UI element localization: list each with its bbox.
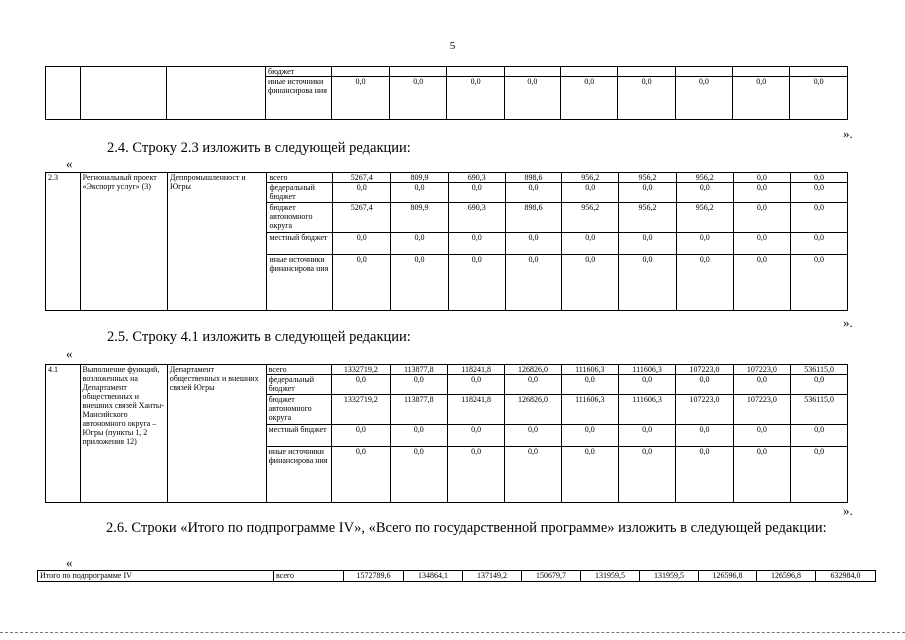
amount-cell: 0,0 xyxy=(448,255,505,311)
amount-cell: 126596,8 xyxy=(699,571,757,582)
amount-cell: 0,0 xyxy=(733,77,790,120)
amount-cell: 809,9 xyxy=(391,203,448,233)
amount-cell: 0,0 xyxy=(790,255,847,311)
amount-cell: 5267,4 xyxy=(333,203,391,233)
amount-cell: 0,0 xyxy=(790,447,847,503)
amount-cell: 0,0 xyxy=(790,375,847,395)
amount-cell: 0,0 xyxy=(676,255,733,311)
amount-cell xyxy=(618,67,675,77)
amount-cell: 898,6 xyxy=(505,203,561,233)
amount-cell: 0,0 xyxy=(333,255,391,311)
amount-cell: 0,0 xyxy=(790,233,847,255)
amount-cell: 0,0 xyxy=(790,173,847,183)
table-row-4-1 xyxy=(45,364,905,503)
amount-cell: 111606,3 xyxy=(561,365,618,375)
funding-source-label: бюджет автономного округа xyxy=(266,395,332,425)
amount-cell: 0,0 xyxy=(391,183,448,203)
subprogram-total-name: Итого по подпрограмме IV xyxy=(38,571,274,582)
amount-cell xyxy=(504,67,560,77)
amount-cell: 0,0 xyxy=(733,203,790,233)
page-number: 5 xyxy=(449,40,456,52)
closing-quote-2: ». xyxy=(843,315,853,330)
funding-source-label: бюджет автономного округа xyxy=(267,203,333,233)
amount-cell: 137149,2 xyxy=(463,571,522,582)
amount-cell: 0,0 xyxy=(333,233,391,255)
amount-cell: 150679,7 xyxy=(522,571,581,582)
table-top-fragment xyxy=(45,66,905,120)
amount-cell: 126596,8 xyxy=(757,571,816,582)
amount-cell: 0,0 xyxy=(505,375,561,395)
amount-cell xyxy=(331,67,389,77)
amount-cell: 0,0 xyxy=(448,233,505,255)
funding-source-label: бюджет xyxy=(266,67,332,77)
amount-cell: 0,0 xyxy=(505,447,561,503)
amount-cell: 0,0 xyxy=(790,183,847,203)
funding-source-label: иные источники финансирова ния xyxy=(267,255,333,311)
item-name: Выполнение функций, возложенных на Департамент общественных и внешних связей Ханты-Мансийского автономного округа – Югры (пункты 1, 2 приложения 12) xyxy=(80,365,167,503)
amount-cell: 0,0 xyxy=(561,425,618,447)
item-number: 2.3 xyxy=(46,173,81,311)
amount-cell xyxy=(561,67,618,77)
amount-cell: 0,0 xyxy=(505,233,561,255)
amount-cell: 0,0 xyxy=(561,447,618,503)
amount-cell: 0,0 xyxy=(391,255,448,311)
amount-cell: 0,0 xyxy=(447,375,504,395)
funding-source-label: местный бюджет xyxy=(267,233,333,255)
amount-cell: 0,0 xyxy=(504,77,560,120)
amount-cell xyxy=(790,67,847,77)
amount-cell: 0,0 xyxy=(790,77,847,120)
amount-cell xyxy=(733,67,790,77)
scan-edge-line xyxy=(0,632,905,633)
amount-cell: 0,0 xyxy=(505,183,561,203)
amount-cell: 632984,0 xyxy=(816,571,876,582)
amount-cell: 956,2 xyxy=(619,173,676,183)
amount-cell: 0,0 xyxy=(619,233,676,255)
amount-cell: 690,3 xyxy=(448,173,505,183)
amount-cell: 131959,5 xyxy=(581,571,640,582)
item-executor: Департамент общественных и внешних связей Югры xyxy=(167,365,266,503)
table-row xyxy=(46,365,905,375)
amount-cell: 0,0 xyxy=(562,233,619,255)
funding-source-label: иные источники финансирова ния xyxy=(266,447,332,503)
amount-cell: 0,0 xyxy=(733,173,790,183)
item-name: Региональный проект «Экспорт услуг» (3) xyxy=(80,173,167,311)
funding-source-label: всего xyxy=(266,365,332,375)
amount-cell: 0,0 xyxy=(333,183,391,203)
amount-cell: 0,0 xyxy=(676,375,733,395)
paragraph-2-6-text: 2.6. Строки «Итого по подпрограмме IV», «Всего по государственной программе» изложить в следующей редакции: xyxy=(106,520,827,536)
amount-cell: 0,0 xyxy=(618,77,675,120)
amount-cell: 0,0 xyxy=(733,183,790,203)
amount-cell: 0,0 xyxy=(676,183,733,203)
amount-cell: 0,0 xyxy=(447,425,504,447)
amount-cell: 0,0 xyxy=(675,77,732,120)
amount-cell: 0,0 xyxy=(733,375,790,395)
closing-quote-3: ». xyxy=(843,503,853,518)
amount-cell: 0,0 xyxy=(562,255,619,311)
empty-cell xyxy=(167,67,266,120)
paragraph-2-6 xyxy=(66,519,856,537)
amount-cell: 134864,1 xyxy=(404,571,463,582)
funding-source-label: федеральный бюджет xyxy=(267,183,333,203)
amount-cell: 107223,0 xyxy=(676,365,733,375)
amount-cell: 0,0 xyxy=(733,447,790,503)
amount-cell: 0,0 xyxy=(618,425,675,447)
item-executor: Деппромышленност и Югры xyxy=(167,173,267,311)
amount-cell: 0,0 xyxy=(505,255,561,311)
opening-quote-2-4: « xyxy=(66,156,73,171)
funding-source-label: всего xyxy=(274,571,344,582)
amount-cell: 131959,5 xyxy=(640,571,699,582)
table-total-subprogram xyxy=(37,570,876,582)
heading-2-4: 2.4. Строку 2.3 изложить в следующей редакции: xyxy=(107,140,411,156)
amount-cell: 0,0 xyxy=(332,447,390,503)
amount-cell: 956,2 xyxy=(562,203,619,233)
amount-cell: 111606,3 xyxy=(618,365,675,375)
funding-source-label: федеральный бюджет xyxy=(266,375,332,395)
table-row xyxy=(38,571,876,582)
funding-source-label: иные источники финансирова ния xyxy=(266,77,332,120)
table-row-2-3 xyxy=(45,172,905,311)
amount-cell: 0,0 xyxy=(331,77,389,120)
amount-cell: 536115,0 xyxy=(790,395,847,425)
empty-cell xyxy=(80,67,167,120)
amount-cell: 956,2 xyxy=(676,203,733,233)
amount-cell: 0,0 xyxy=(676,233,733,255)
closing-quote-1: ». xyxy=(843,126,853,141)
amount-cell: 1332719,2 xyxy=(332,395,390,425)
amount-cell: 0,0 xyxy=(332,425,390,447)
amount-cell: 0,0 xyxy=(390,77,447,120)
heading-2-5: 2.5. Строку 4.1 изложить в следующей редакции: xyxy=(107,329,411,345)
amount-cell: 0,0 xyxy=(562,183,619,203)
amount-cell: 0,0 xyxy=(332,375,390,395)
amount-cell: 111606,3 xyxy=(618,395,675,425)
amount-cell: 0,0 xyxy=(676,425,733,447)
amount-cell: 107223,0 xyxy=(733,395,790,425)
amount-cell: 0,0 xyxy=(619,255,676,311)
funding-source-label: местный бюджет xyxy=(266,425,332,447)
amount-cell: 0,0 xyxy=(390,425,447,447)
amount-cell: 956,2 xyxy=(562,173,619,183)
table-row xyxy=(46,67,905,77)
amount-cell: 118241,8 xyxy=(447,365,504,375)
amount-cell: 1572789,6 xyxy=(344,571,404,582)
amount-cell: 113877,8 xyxy=(390,365,447,375)
amount-cell: 0,0 xyxy=(561,77,618,120)
amount-cell: 0,0 xyxy=(619,183,676,203)
amount-cell: 0,0 xyxy=(618,375,675,395)
opening-quote-2-6: « xyxy=(66,555,73,570)
amount-cell: 0,0 xyxy=(733,425,790,447)
amount-cell xyxy=(447,67,504,77)
amount-cell: 0,0 xyxy=(790,203,847,233)
empty-cell xyxy=(46,67,81,120)
amount-cell xyxy=(675,67,732,77)
amount-cell: 690,3 xyxy=(448,203,505,233)
amount-cell: 0,0 xyxy=(447,77,504,120)
amount-cell: 0,0 xyxy=(390,447,447,503)
funding-source-label: всего xyxy=(267,173,333,183)
amount-cell: 0,0 xyxy=(391,233,448,255)
amount-cell: 126826,0 xyxy=(505,365,561,375)
amount-cell: 5267,4 xyxy=(333,173,391,183)
amount-cell: 126826,0 xyxy=(505,395,561,425)
amount-cell: 0,0 xyxy=(390,375,447,395)
amount-cell: 107223,0 xyxy=(733,365,790,375)
amount-cell: 536115,0 xyxy=(790,365,847,375)
amount-cell: 898,6 xyxy=(505,173,561,183)
amount-cell: 111606,3 xyxy=(561,395,618,425)
amount-cell: 0,0 xyxy=(733,255,790,311)
amount-cell: 0,0 xyxy=(676,447,733,503)
amount-cell: 809,9 xyxy=(391,173,448,183)
amount-cell: 118241,8 xyxy=(447,395,504,425)
item-number: 4.1 xyxy=(46,365,81,503)
amount-cell: 113877,8 xyxy=(390,395,447,425)
amount-cell: 0,0 xyxy=(618,447,675,503)
amount-cell: 1332719,2 xyxy=(332,365,390,375)
amount-cell: 0,0 xyxy=(733,233,790,255)
amount-cell: 956,2 xyxy=(619,203,676,233)
amount-cell: 0,0 xyxy=(790,425,847,447)
amount-cell: 107223,0 xyxy=(676,395,733,425)
amount-cell: 956,2 xyxy=(676,173,733,183)
opening-quote-2-5: « xyxy=(66,346,73,361)
table-row xyxy=(46,173,905,183)
amount-cell: 0,0 xyxy=(505,425,561,447)
amount-cell: 0,0 xyxy=(447,447,504,503)
amount-cell xyxy=(390,67,447,77)
amount-cell: 0,0 xyxy=(561,375,618,395)
amount-cell: 0,0 xyxy=(448,183,505,203)
